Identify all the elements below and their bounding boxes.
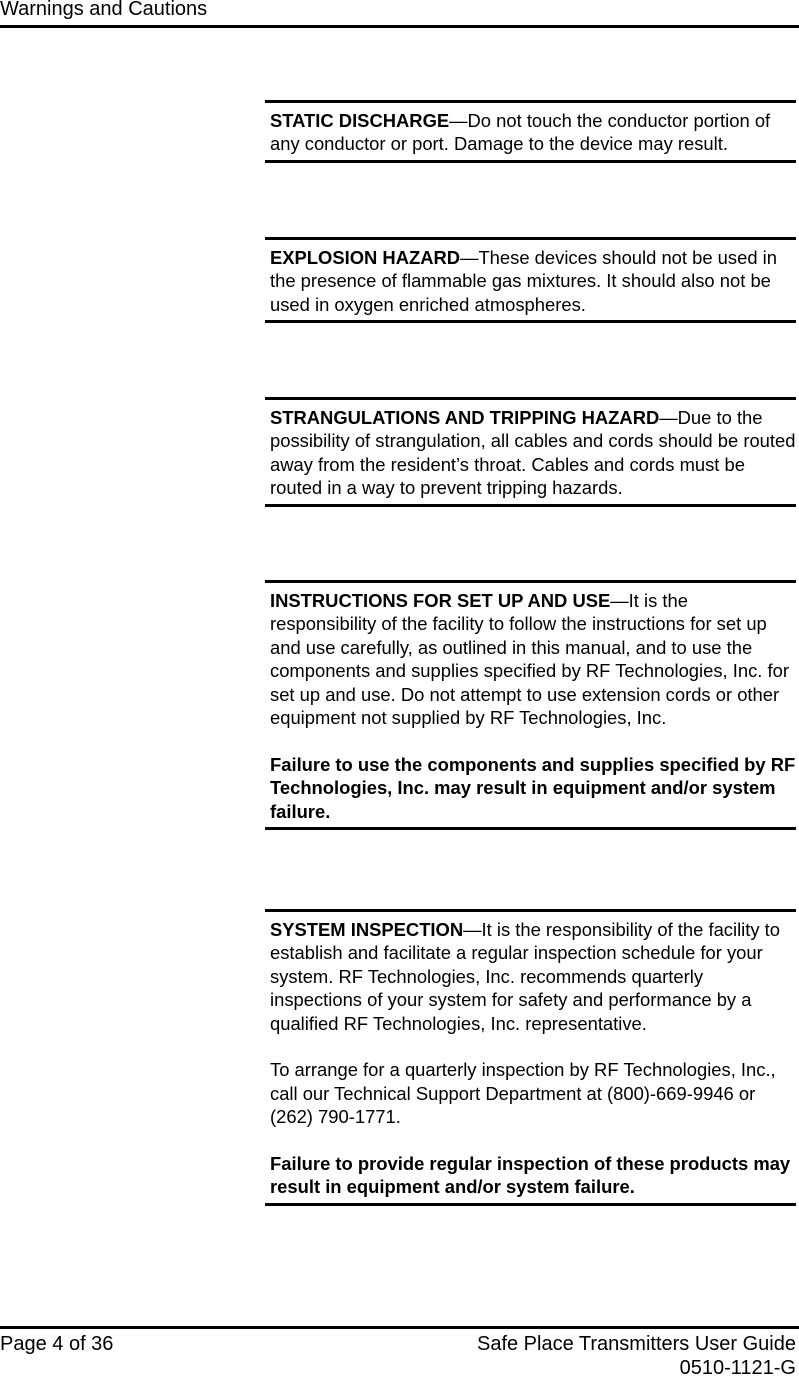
notice-explosion-hazard — [265, 237, 796, 323]
notice-text: —Due to the possibility of strangulation, all cables and cords should be routed away from the resident’s throat. Cables and cords must be routed in a way to prevent tripping hazards. — [270, 407, 796, 499]
notice-failure-warning: Failure to use the components and supplies specified by RF Technologies, Inc. may result in equipment and/or system failure. — [270, 753, 796, 822]
notice-static-discharge — [265, 100, 796, 163]
notice-body — [270, 406, 796, 500]
notice-body — [270, 109, 796, 156]
notice-system-inspection — [265, 909, 796, 1206]
notice-heading: SYSTEM INSPECTION — [270, 919, 464, 940]
notice-body — [270, 589, 796, 729]
page-number: Page 4 of 36 — [0, 1333, 114, 1355]
notice-text: —These devices should not be used in the presence of flammable gas mixtures. It should also not be used in oxygen enriched atmospheres. — [270, 247, 777, 315]
footer-document-info — [477, 1332, 796, 1380]
footer-divider — [0, 1326, 799, 1329]
notice-instructions-setup — [265, 580, 796, 830]
notice-failure-warning: Failure to provide regular inspection of these products may result in equipment and/or system failure. — [270, 1153, 791, 1198]
notice-heading: STATIC DISCHARGE — [270, 110, 450, 131]
header-divider — [0, 25, 799, 28]
notice-heading: INSTRUCTIONS FOR SET UP AND USE — [270, 590, 611, 611]
notice-text: —Do not touch the conductor portion of any conductor or port. Damage to the device may result. — [270, 110, 771, 155]
notice-body — [270, 246, 796, 316]
notice-text: —It is the responsibility of the facility to establish and facilitate a regular inspection schedule for your system. RF Technologies, Inc. recommends quarterly inspections of your system for safety and performance by a qualified RF Technologies, Inc. representative. — [270, 919, 781, 1034]
notice-text: —It is the responsibility of the facility to follow the instructions for set up and use carefully, as outlined in this manual, and to use the components and supplies specified by RF Technologies, Inc. for set up and use. Do not attempt to use extension cords or other equipment not supplied by RF Technologies, Inc. — [270, 590, 789, 729]
guide-title: Safe Place Transmitters User Guide — [476, 1333, 796, 1355]
notice-heading: EXPLOSION HAZARD — [270, 247, 461, 268]
page-header-title: Warnings and Cautions — [0, 0, 208, 20]
notice-heading: STRANGULATIONS AND TRIPPING HAZARD — [270, 407, 660, 428]
notice-inspection-contact: To arrange for a quarterly inspection by RF Technologies, Inc., call our Technical Support Department at (800)-669-9946 or (262) 790-1771. — [270, 1059, 776, 1128]
notice-body — [270, 918, 796, 1035]
document-number: 0510-1121-G — [679, 1357, 796, 1379]
notice-strangulation-hazard — [265, 397, 796, 507]
